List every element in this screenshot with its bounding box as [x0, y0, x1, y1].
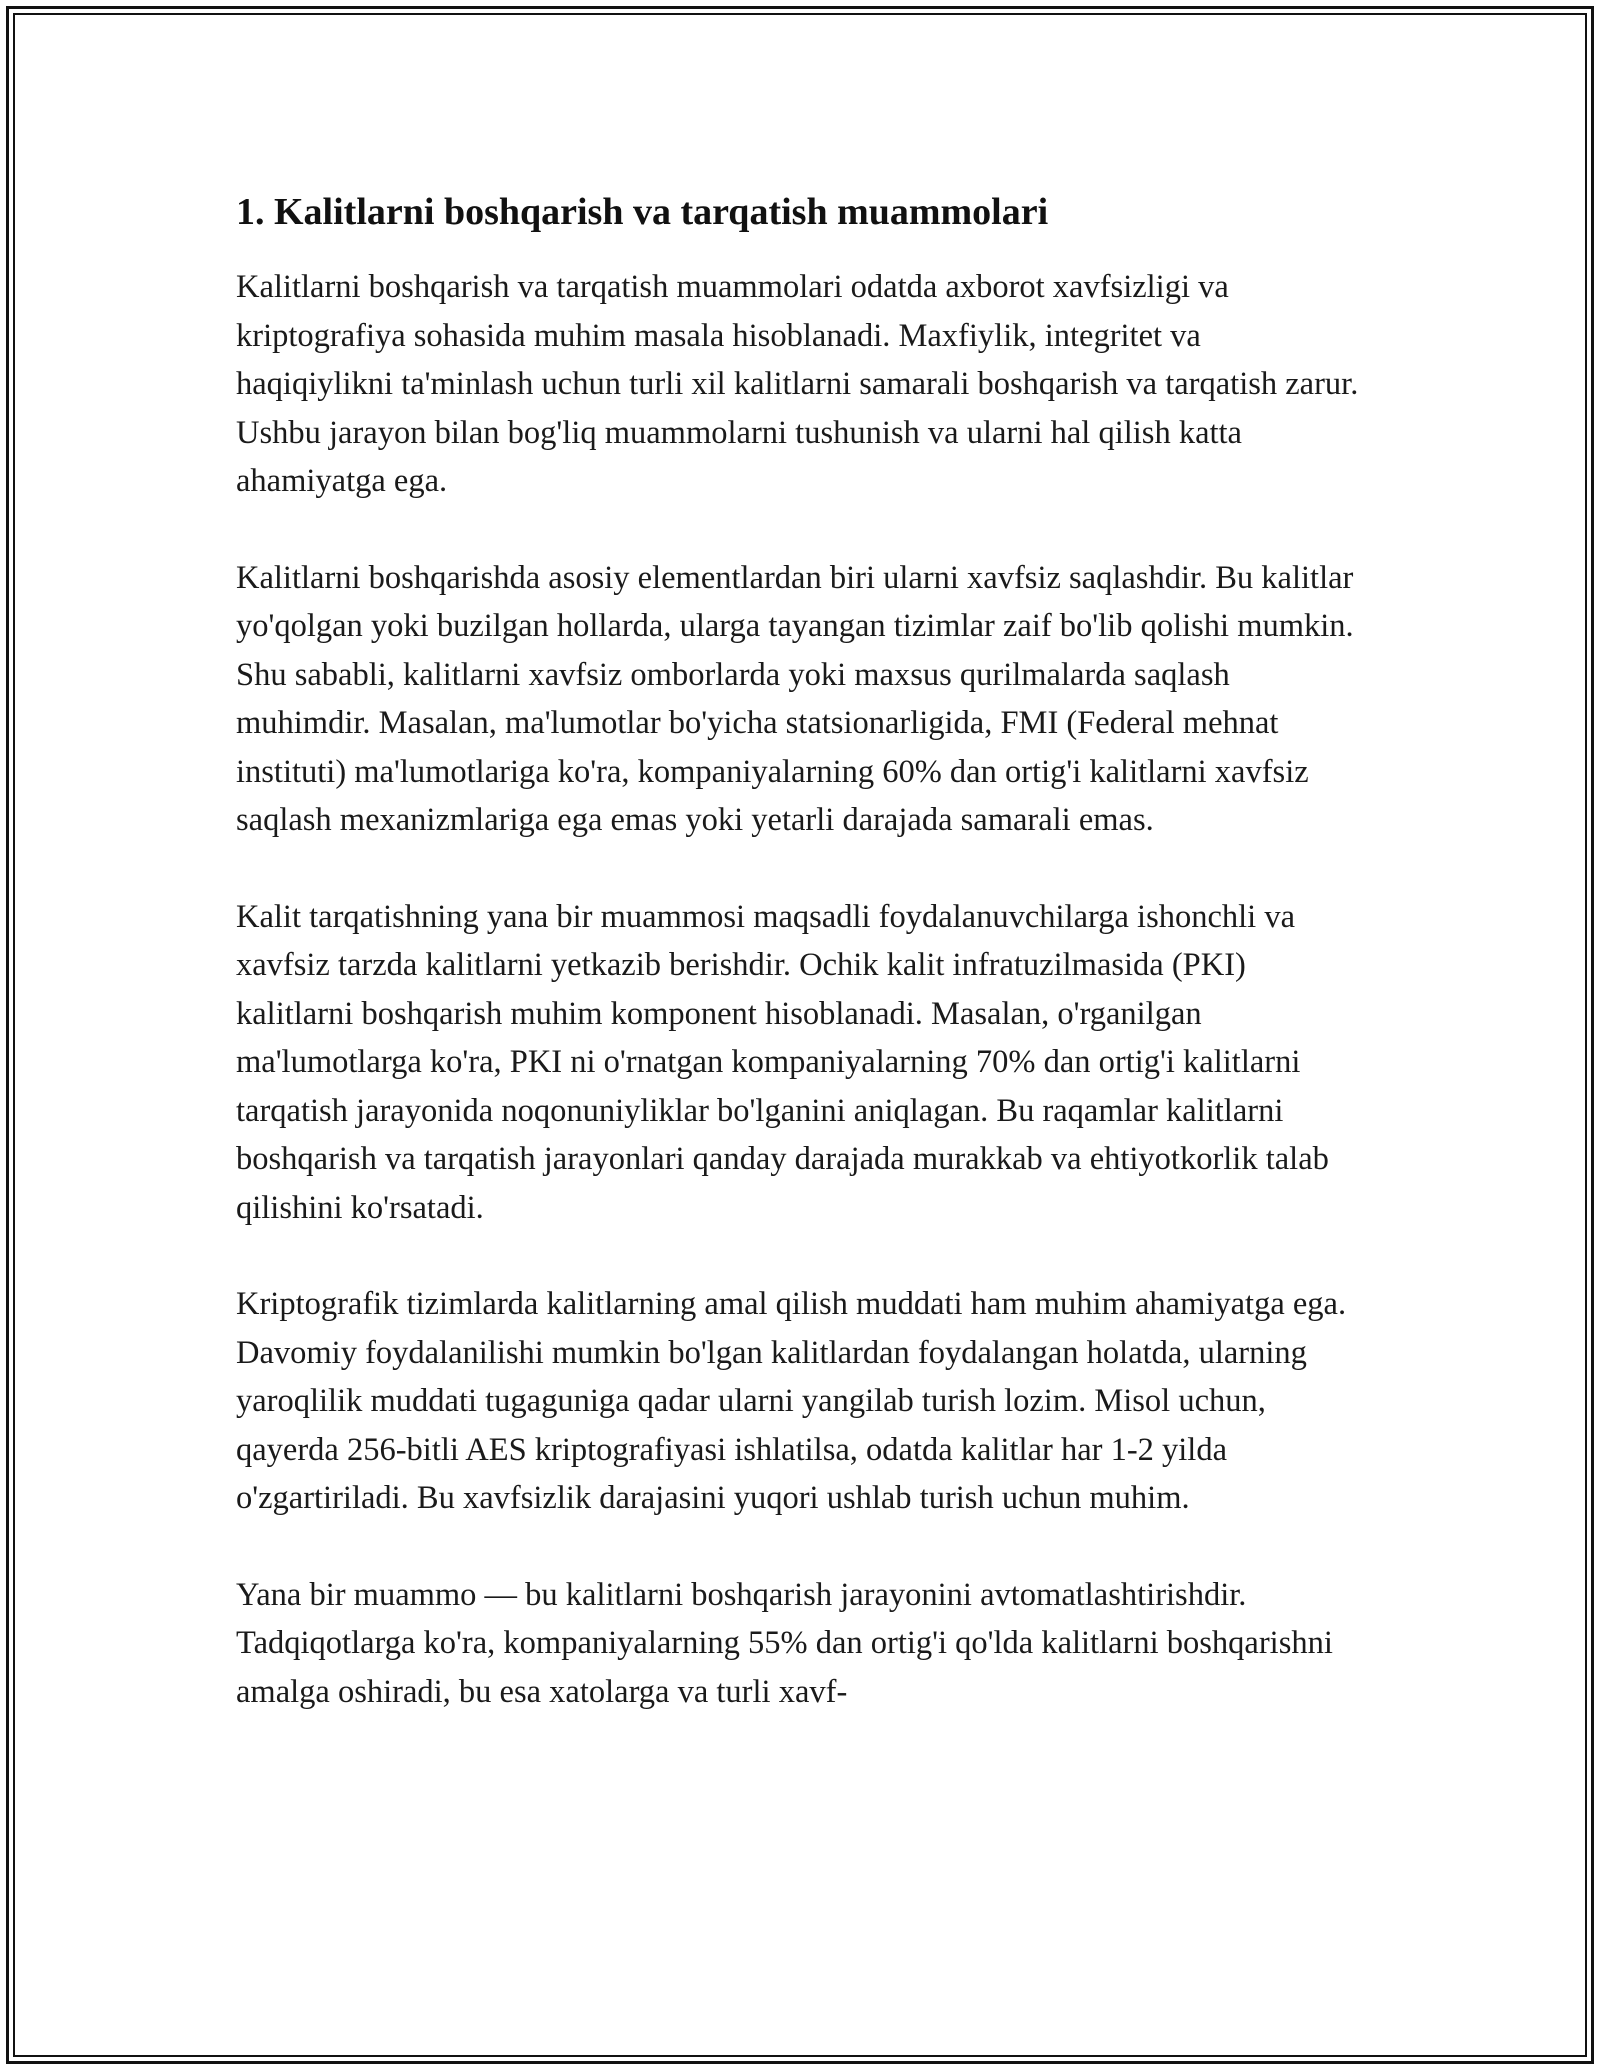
- section-heading: 1. Kalitlarni boshqarish va tarqatish muammolari: [236, 191, 1049, 233]
- paragraph-automation: Yana bir muammo — bu kalitlarni boshqarish jarayonini avtomatlashtirishdir. Tadqiqotlarga ko'ra, kompaniyalarning 55% dan ortig'i qo'lda kalitlarni boshqarishni amalga oshiradi, bu esa xatolarga va turli xavf-: [236, 1576, 1333, 1710]
- paragraph-key-distribution: Kalit tarqatishning yana bir muammosi maqsadli foydalanuvchilarga ishonchli va xavfsiz tarzda kalitlarni yetkazib berishdir. Ochik kalit infratuzilmasida (PKI) kalitlarni boshqarish muhim komponent hisoblanadi. Masalan, o'rganilgan ma'lumotlarga ko'ra, PKI ni o'rnatgan kompaniyalarning 70% dan ortig'i kalitlarni tarqatish jarayonida noqonuniyliklar bo'lganini aniqlagan. Bu raqamlar kalitlarni boshqarish va tarqatish jarayonlari qanday darajada murakkab va ehtiyotkorlik talab qilishini ko'rsatadi.: [236, 898, 1329, 1226]
- document-body: [236, 185, 1366, 1716]
- paragraph-key-lifetime: Kriptografik tizimlarda kalitlarning amal qilish muddati ham muhim ahamiyatga ega. Davomiy foydalanilishi mumkin bo'lgan kalitlardan foydalangan holatda, ularning yaroqlilik muddati tugaguniga qadar ularni yangilab turish lozim. Misol uchun, qayerda 256-bitli AES kriptografiyasi ishlatilsa, odatda kalitlar har 1-2 yilda o'zgartiriladi. Bu xavfsizlik darajasini yuqori ushlab turish uchun muhim.: [236, 1286, 1347, 1516]
- paragraph-intro: Kalitlarni boshqarish va tarqatish muammolari odatda axborot xavfsizligi va kriptografiya sohasida muhim masala hisoblanadi. Maxfiylik, integritet va haqiqiylikni ta'minlash uchun turli xil kalitlarni samarali boshqarish va tarqatish zarur. Ushbu jarayon bilan bog'liq muammolarni tushunish va ularni hal qilish katta ahamiyatga ega.: [236, 269, 1359, 499]
- paragraph-key-storage: Kalitlarni boshqarishda asosiy elementlardan biri ularni xavfsiz saqlashdir. Bu kalitlar yo'qolgan yoki buzilgan hollarda, ularga tayangan tizimlar zaif bo'lib qolishi mumkin. Shu sababli, kalitlarni xavfsiz omborlarda yoki maxsus qurilmalarda saqlash muhimdir. Masalan, ma'lumotlar bo'yicha statsionarligida, FMI (Federal mehnat instituti) ma'lumotlariga ko'ra, kompaniyalarning 60% dan ortig'i kalitlarni xavfsiz saqlash mexanizmlariga ega emas yoki yetarli darajada samarali emas.: [236, 559, 1354, 838]
